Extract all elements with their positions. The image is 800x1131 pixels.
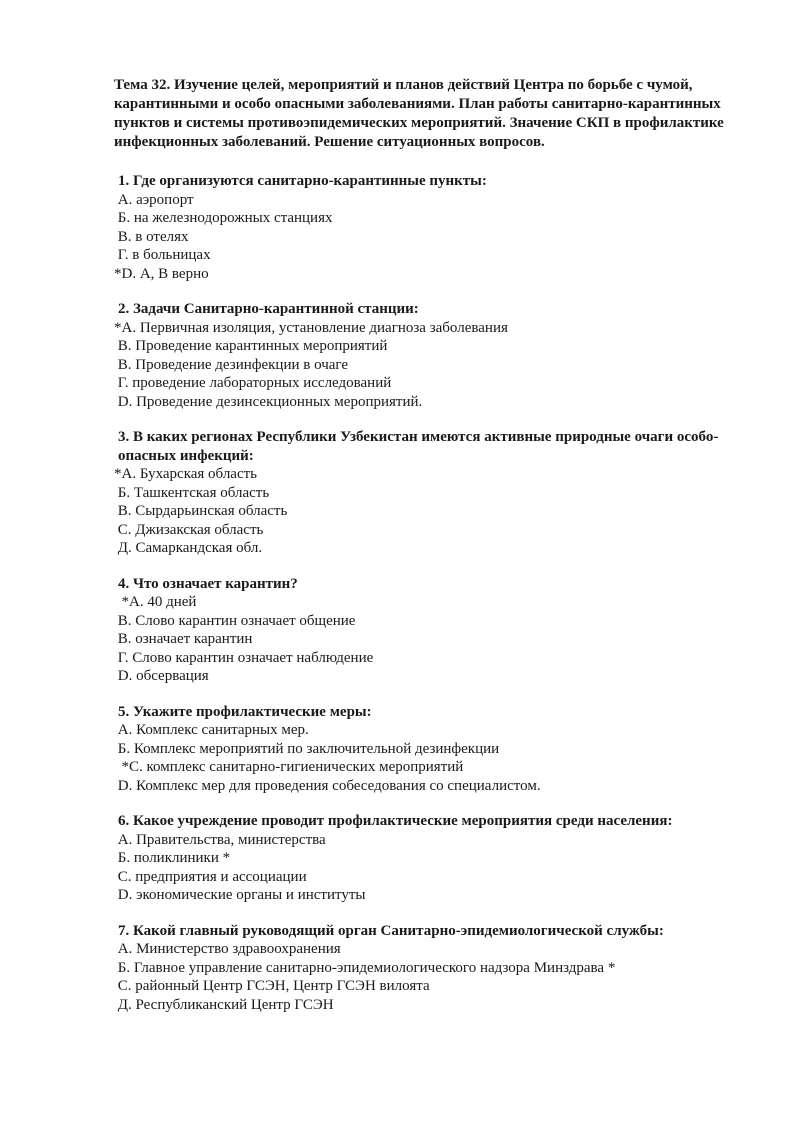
answer-option: D. Проведение дезинсекционных мероприятий.: [114, 393, 423, 410]
answer-option: Г. Слово карантин означает наблюдение: [114, 649, 374, 666]
answer-option: Г. в больницах: [114, 247, 211, 263]
answer-options: [114, 940, 754, 1014]
answer-option: А. Правительства, министерства: [114, 831, 326, 848]
answer-option: В. в отелях: [114, 228, 189, 245]
document-page: [114, 76, 754, 1031]
question-block: [114, 922, 754, 1015]
question-block: [114, 428, 754, 558]
answer-options: [114, 721, 754, 795]
answer-option: А. Министерство здравоохранения: [114, 941, 341, 957]
answer-option: В. Сырдарьинская область: [114, 503, 288, 519]
question-text: 7. Какой главный руководящий орган Санитарно-эпидемиологической службы:: [118, 922, 664, 939]
answer-option: В. Проведение карантинных мероприятий: [114, 338, 388, 354]
answer-option: Д. Самаркандская обл.: [114, 540, 263, 556]
question-text: 2. Задачи Санитарно-карантинной станции:: [118, 301, 419, 317]
answer-option: Д. Республиканский Центр ГСЭН: [114, 996, 334, 1013]
answer-option: С. районный Центр ГСЭН, Центр ГСЭН вилоята: [114, 978, 430, 994]
answer-option: С. предприятия и ассоциации: [114, 868, 307, 885]
answer-option: D. экономические органы и институты: [114, 887, 366, 903]
question-block: [114, 575, 754, 686]
question-text: 1. Где организуются санитарно-карантинные пункты:: [118, 173, 487, 189]
answer-options: [114, 191, 754, 284]
question-text: 5. Укажите профилактические меры:: [118, 703, 372, 720]
answer-option: А. Комплекс санитарных мер.: [114, 722, 309, 738]
answer-option: *А. Первичная изоляция, установление диагноза заболевания: [114, 319, 508, 336]
question-block: [114, 703, 754, 796]
question-block: [114, 300, 754, 411]
answer-option: В. Слово карантин означает общение: [114, 612, 356, 629]
answer-option: Б. Комплекс мероприятий по заключительной дезинфекции: [114, 740, 500, 757]
answer-option: Б. Главное управление санитарно-эпидемиологического надзора Минздрава *: [114, 959, 616, 976]
answer-option: D. Комплекс мер для проведения собеседования со специалистом.: [114, 777, 541, 794]
document-title: Тема 32. Изучение целей, мероприятий и планов действий Центра по борьбе с чумой, карантинными и особо опасными заболеваниями. План работы санитарно-карантинных пунктов и системы противоэпидемических мероприятий. Значение СКП в профилактике инфекционных заболеваний. Решение ситуационных вопросов.: [114, 77, 724, 150]
answer-option: *А. 40 дней: [114, 594, 197, 610]
answer-option: Б. поликлиники *: [114, 850, 231, 866]
question-block: [114, 172, 754, 283]
question-list: [114, 172, 754, 1014]
answer-option: В. означает карантин: [114, 631, 253, 647]
question-text: 6. Какое учреждение проводит профилактические мероприятия среди населения:: [118, 813, 673, 829]
answer-option: А. аэропорт: [114, 191, 194, 208]
question-text: 3. В каких регионах Республики Узбекистан имеются активные природные очаги особо-опасных инфекций:: [118, 429, 719, 464]
answer-option: *С. комплекс санитарно-гигиенических мероприятий: [114, 759, 464, 775]
question-block: [114, 812, 754, 905]
answer-options: [114, 831, 754, 905]
answer-option: С. Джизакская область: [114, 521, 264, 538]
answer-option: *D. А, В верно: [114, 265, 209, 282]
answer-option: В. Проведение дезинфекции в очаге: [114, 356, 349, 373]
answer-option: Б. на железнодорожных станциях: [114, 210, 333, 226]
answer-option: *А. Бухарская область: [114, 466, 258, 482]
answer-options: [114, 593, 754, 686]
answer-option: D. обсервация: [114, 668, 209, 684]
answer-option: Б. Ташкентская область: [114, 484, 270, 501]
answer-options: [114, 319, 754, 412]
answer-option: Г. проведение лабораторных исследований: [114, 375, 392, 391]
question-text: 4. Что означает карантин?: [118, 575, 298, 592]
answer-options: [114, 465, 754, 558]
